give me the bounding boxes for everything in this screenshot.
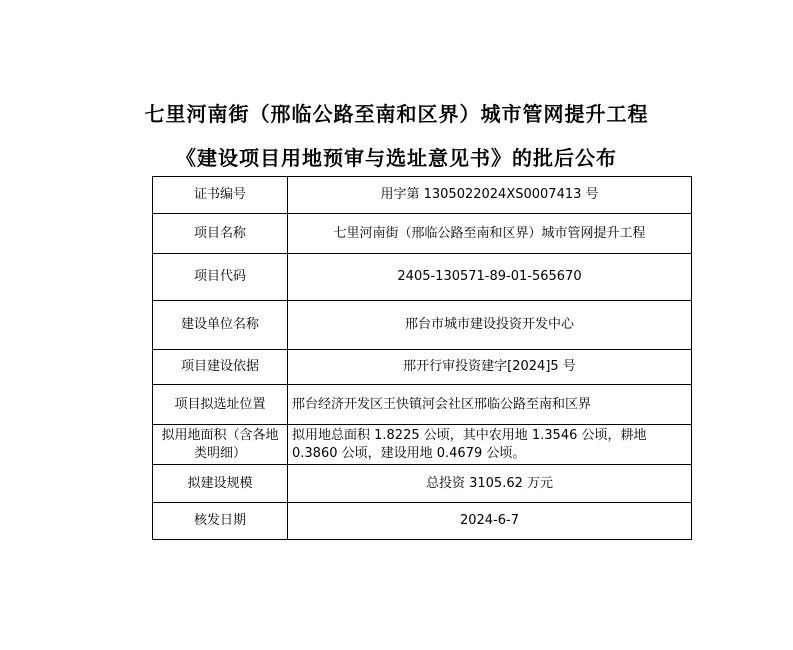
row-label-construction-unit: 建设单位名称 <box>153 301 288 350</box>
table-row <box>153 465 692 503</box>
construction-basis-value: 邢开行审投资建字[2024]5 号 <box>288 350 692 385</box>
table-row <box>153 350 692 385</box>
approval-info-table <box>152 176 692 540</box>
table-row <box>153 425 692 465</box>
issue-date-value: 2024-6-7 <box>288 503 692 540</box>
table-row <box>153 503 692 540</box>
table-row <box>153 177 692 214</box>
row-label-construction-scale: 拟建设规模 <box>153 465 288 503</box>
table-row <box>153 301 692 350</box>
row-label-site-location: 项目拟选址位置 <box>153 385 288 425</box>
page-subtitle: 《建设项目用地预审与选址意见书》的批后公布 <box>176 146 617 170</box>
row-label-project-code: 项目代码 <box>153 254 288 301</box>
construction-unit-value: 邢台市城市建设投资开发中心 <box>288 301 692 350</box>
table-row <box>153 385 692 425</box>
row-label-issue-date: 核发日期 <box>153 503 288 540</box>
land-area-value: 拟用地总面积 1.8225 公顷，其中农用地 1.3546 公顷，耕地 0.3860 公顷，建设用地 0.4679 公顷。 <box>288 425 692 465</box>
row-label-project-name: 项目名称 <box>153 214 288 254</box>
table-row <box>153 254 692 301</box>
table-row <box>153 214 692 254</box>
row-label-certificate-number: 证书编号 <box>153 177 288 214</box>
project-code-value: 2405-130571-89-01-565670 <box>288 254 692 301</box>
construction-scale-value: 总投资 3105.62 万元 <box>288 465 692 503</box>
row-label-land-area: 拟用地面积（含各地类明细） <box>153 425 288 465</box>
site-location-value: 邢台经济开发区王快镇河会社区邢临公路至南和区界 <box>288 385 692 425</box>
certificate-number-value: 用字第 1305022024XS0007413 号 <box>288 177 692 214</box>
page-title: 七里河南街（邢临公路至南和区界）城市管网提升工程 <box>144 102 649 126</box>
row-label-construction-basis: 项目建设依据 <box>153 350 288 385</box>
project-name-value: 七里河南街（邢临公路至南和区界）城市管网提升工程 <box>288 214 692 254</box>
